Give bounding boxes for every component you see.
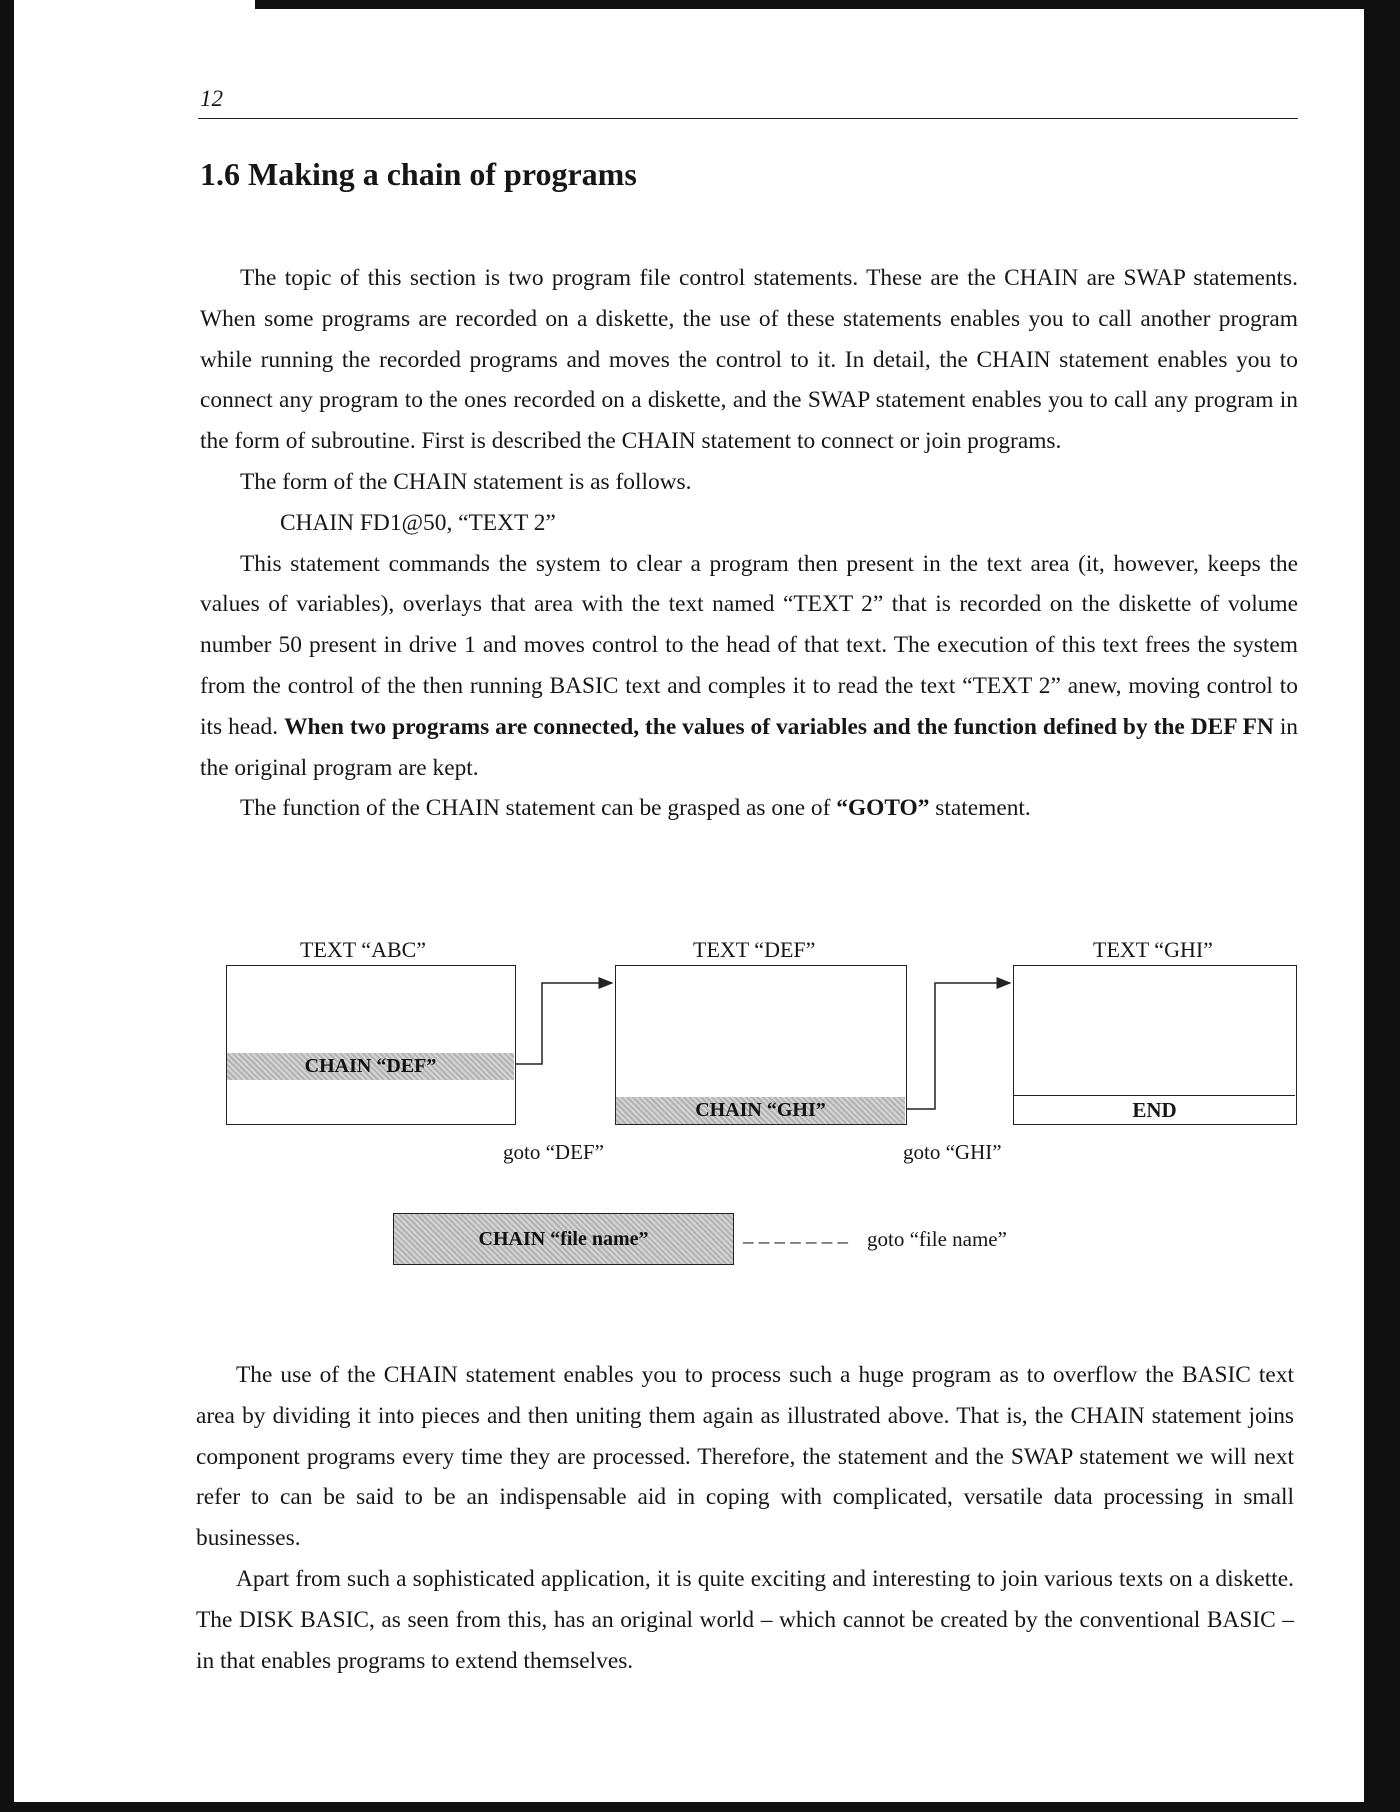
section-title: 1.6 Making a chain of programs [200, 156, 637, 192]
scan-border-left [0, 0, 14, 1812]
end-cell: END [1014, 1095, 1295, 1124]
paragraph-6: Apart from such a sophisticated application, it is quite exciting and interesting to join various texts on a diskette. The DISK BASIC, as seen from this, has an original world – which cannot be created by the conventional BASIC – in that enables programs to extend themselves. [196, 1565, 1294, 1674]
paragraph-4 [200, 788, 1298, 829]
paragraph-4-bold: “GOTO” [836, 795, 930, 822]
paragraph-2: The form of the CHAIN statement is as follows. [240, 468, 692, 495]
scan-border-bottom [0, 1802, 1400, 1812]
legend-chain-cell: CHAIN “file name” [393, 1213, 734, 1265]
chain-cell-abc: CHAIN “DEF” [227, 1053, 514, 1080]
chain-example-statement: CHAIN FD1@50, “TEXT 2” [280, 509, 556, 536]
arrow-def-to-ghi [907, 983, 1010, 1109]
legend-dashes: – – – – – – – [743, 1229, 848, 1253]
box-title-abc: TEXT “ABC” [300, 937, 427, 962]
box-title-ghi: TEXT “GHI” [1093, 937, 1213, 962]
paragraph-1: The topic of this section is two program file control statements. These are the CHAIN are SWAP statements. When some programs are recorded on a diskette, the use of these statements enables you to call another program while running the recorded programs and moves the control to it. In detail, the CHAIN statement enables you to connect any program to the ones recorded on a diskette, and the SWAP statement enables you to call any program in the form of subroutine. First is described the CHAIN statement to connect or join programs. [200, 265, 1298, 455]
paragraph-4-end: statement. [935, 795, 1031, 822]
scan-border-top [255, 0, 1364, 9]
paragraph-3-text: This statement commands the system to clear a program then present in the text area (it, however, keeps the values of variables), overlays that area with the text named “TEXT 2” that is recorded on the diskette of volume number 50 present in drive 1 and moves control to the head of that text. The execution of this text frees the system from the control of the then running BASIC text and comples it to read the text “TEXT 2” anew, moving control to its head. [200, 550, 1298, 740]
paragraph-4-text: The function of the CHAIN statement can be grasped as one of [240, 795, 831, 822]
goto-def-label: goto “DEF” [503, 1140, 604, 1164]
header-rule [198, 118, 1298, 119]
paragraph-5: The use of the CHAIN statement enables you to process such a huge program as to overflow the BASIC text area by dividing it into pieces and then uniting them again as illustrated above. That is, the CHAIN statement joins component programs every time they are processed. Therefore, the statement and the SWAP statement we will next refer to can be said to be an indispensable aid in coping with complicated, versatile data processing in small businesses. [196, 1362, 1294, 1552]
arrow-abc-to-def [516, 983, 612, 1064]
chain-cell-def: CHAIN “GHI” [616, 1097, 905, 1124]
legend-goto-label: goto “file name” [867, 1227, 1007, 1251]
body-text-before-diagram [200, 258, 1298, 829]
chain-diagram [0, 925, 1364, 1285]
goto-ghi-label: goto “GHI” [903, 1140, 1002, 1164]
paragraph-3 [200, 544, 1298, 789]
paragraph-3-end: in the original program are kept. [200, 713, 1299, 781]
body-text-after-diagram [196, 1355, 1294, 1681]
paragraph-3-bold: When two programs are connected, the values of variables and the function defined by the DEF FN [284, 713, 1274, 740]
page-number: 12 [200, 86, 223, 111]
scan-border-right [1364, 0, 1400, 1812]
box-title-def: TEXT “DEF” [693, 937, 816, 962]
